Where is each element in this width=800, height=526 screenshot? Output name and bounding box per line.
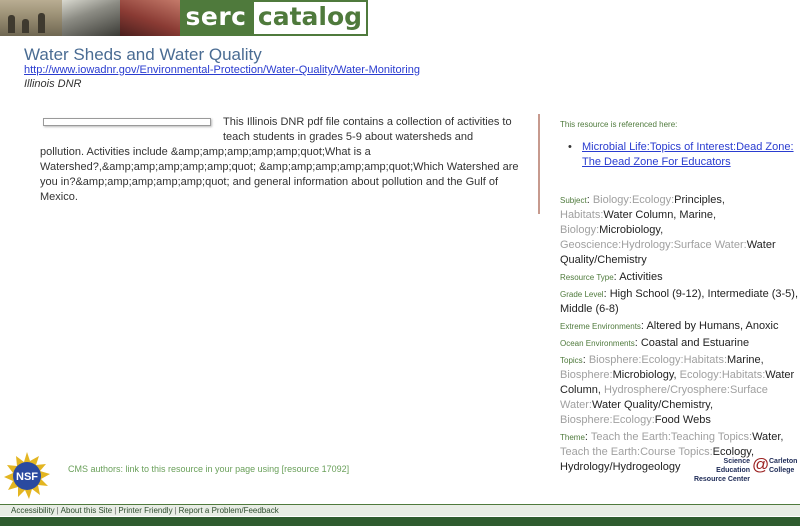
cms-authors-note bbox=[68, 464, 349, 474]
facet-label-extreme-environments: Extreme Environments bbox=[560, 322, 641, 331]
facet-value[interactable]: Water bbox=[752, 431, 781, 443]
facet-value[interactable]: Activities bbox=[619, 271, 663, 283]
catalog-logo-text: catalog bbox=[254, 2, 366, 34]
serc-logo-label bbox=[688, 457, 750, 484]
banner-photo-people bbox=[0, 0, 62, 36]
footer-link-about[interactable]: About this Site bbox=[60, 506, 113, 515]
facet-value[interactable]: Microbiology bbox=[612, 369, 674, 381]
resource-description: This Illinois DNR pdf file contains a collection of activities to teach students in grades 5-9 about watersheds and pollution. Activities include &amp;amp;amp;amp;amp;quot;What is a Watershed?,&amp;amp;amp;amp;amp;quot; &amp;amp;amp;amp;amp;quot;Which Watershed are you in?&amp;amp;amp;amp;amp;quot; and general information about pollution and the Gulf of Mexico. bbox=[40, 116, 519, 203]
cms-authors-text: CMS authors: link to this resource in your page using [resource 17092] bbox=[68, 464, 350, 474]
serc-logo-text[interactable]: serc bbox=[180, 0, 252, 36]
facet-label-topics: Topics bbox=[560, 356, 583, 365]
facet-grade-level: Grade Level: High School (9-12), Intermediate (3-5), Middle (6-8) bbox=[560, 288, 799, 315]
carleton-logo-line: Carleton bbox=[769, 458, 798, 465]
facet-list bbox=[560, 193, 800, 475]
facet-label-resource-type: Resource Type bbox=[560, 273, 614, 282]
footer-green-strip bbox=[0, 517, 800, 526]
reference-item bbox=[568, 140, 800, 170]
facet-ocean-environments: Ocean Environments: Coastal and Estuarine bbox=[560, 337, 750, 349]
catalog-logo-box[interactable] bbox=[252, 0, 368, 36]
facet-value[interactable]: Water Quality/Chemistry bbox=[560, 239, 776, 266]
resource-description-block bbox=[40, 115, 520, 205]
facet-subject: Subject: Biology:Ecology:Principles, Habitats:Water Column, Marine, Biology:Microbiology, Geoscience:Hydrology:Surface Water:Water Quality/Chemistry bbox=[560, 194, 776, 266]
facet-path[interactable]: Biology: bbox=[560, 224, 600, 236]
serc-logo-line: Resource Center bbox=[693, 476, 750, 483]
metadata-sidebar bbox=[560, 117, 800, 477]
facet-value[interactable]: Principles bbox=[674, 194, 722, 206]
facet-value[interactable]: Water Column bbox=[560, 369, 795, 396]
facet-label-grade-level: Grade Level bbox=[560, 290, 604, 299]
facet-path[interactable]: Ecology:Habitats: bbox=[679, 369, 766, 381]
facet-value[interactable]: Marine bbox=[727, 354, 761, 366]
serc-logo-line: Science Education bbox=[716, 458, 750, 474]
reference-link-dead-zone[interactable]: Microbial Life:Topics of Interest:Dead Zone: The Dead Zone For Educators bbox=[582, 141, 794, 168]
footer-links: Accessibility | About this Site | Printer Friendly | Report a Problem/Feedback bbox=[11, 506, 279, 515]
publisher-name: Illinois DNR bbox=[24, 78, 82, 90]
facet-path[interactable]: Habitats: bbox=[560, 209, 604, 221]
footer-link-printer-friendly[interactable]: Printer Friendly bbox=[118, 506, 173, 515]
facet-value[interactable]: Food Webs bbox=[654, 414, 711, 426]
at-symbol-icon: @ bbox=[752, 455, 770, 474]
facet-topics: Topics: Biosphere:Ecology:Habitats:Marine, Biosphere:Microbiology, Ecology:Habitats:Water Column, Hydrosphere/Cryosphere:Surface Water:Water Quality/Chemistry, Biosphere:Ecology:Food Webs bbox=[560, 354, 795, 426]
facet-extreme-environments: Extreme Environments: Altered by Humans, Anoxic bbox=[560, 320, 779, 332]
banner-photo-field bbox=[62, 0, 120, 36]
serc-carleton-logo[interactable] bbox=[688, 455, 800, 483]
referenced-heading: This resource is referenced here: bbox=[560, 120, 678, 129]
sidebar-divider bbox=[538, 114, 540, 214]
facet-path[interactable]: Biosphere:Ecology:Habitats: bbox=[588, 354, 727, 366]
footer-link-report-problem[interactable]: Report a Problem/Feedback bbox=[178, 506, 279, 515]
facet-path[interactable]: Biosphere: bbox=[560, 369, 613, 381]
resource-url-link[interactable]: http://www.iowadnr.gov/Environmental-Protection/Water-Quality/Water-Monitoring bbox=[24, 64, 420, 76]
bullet-icon: • bbox=[568, 141, 572, 153]
header-banner bbox=[0, 0, 368, 36]
facet-resource-type: Resource Type: Activities bbox=[560, 271, 663, 283]
page-title: Water Sheds and Water Quality bbox=[24, 45, 262, 64]
facet-path[interactable]: Hydrosphere/Cryosphere:Surface Water: bbox=[560, 384, 768, 411]
facet-path[interactable]: Biosphere:Ecology: bbox=[560, 414, 655, 426]
banner-photo-classroom bbox=[120, 0, 180, 36]
facet-value[interactable]: Water Column, Marine bbox=[603, 209, 714, 221]
reference-list bbox=[560, 140, 800, 170]
facet-path[interactable]: Biology:Ecology: bbox=[592, 194, 675, 206]
facet-label-subject: Subject bbox=[560, 196, 587, 205]
nsf-logo-text: NSF bbox=[16, 471, 38, 483]
facet-value[interactable]: Coastal and Estuarine bbox=[640, 337, 750, 349]
facet-path[interactable]: Teach the Earth:Course Topics: bbox=[560, 446, 713, 458]
facet-value[interactable]: High School (9-12), Intermediate (3-5), Middle (6-8) bbox=[560, 288, 799, 315]
nsf-logo-icon[interactable] bbox=[2, 452, 52, 502]
facet-value[interactable]: Altered by Humans, Anoxic bbox=[646, 320, 779, 332]
facet-path[interactable]: Teach the Earth:Teaching Topics: bbox=[590, 431, 753, 443]
footer-link-accessibility[interactable]: Accessibility bbox=[11, 506, 55, 515]
carleton-logo-label bbox=[769, 457, 797, 475]
facet-theme: Theme: Teach the Earth:Teaching Topics:Water, Teach the Earth:Course Topics:Ecology, Hydrology/Hydrogeology bbox=[560, 431, 784, 473]
facet-value[interactable]: Ecology, Hydrology/Hydrogeology bbox=[560, 446, 755, 473]
carleton-logo-line: College bbox=[769, 467, 795, 474]
facet-label-ocean-environments: Ocean Environments bbox=[560, 339, 635, 348]
facet-value[interactable]: Water Quality/Chemistry bbox=[592, 399, 710, 411]
facet-value[interactable]: Microbiology bbox=[599, 224, 661, 236]
facet-path[interactable]: Geoscience:Hydrology:Surface Water: bbox=[560, 239, 747, 251]
facet-label-theme: Theme bbox=[560, 433, 585, 442]
resource-thumbnail-image[interactable] bbox=[43, 118, 211, 126]
